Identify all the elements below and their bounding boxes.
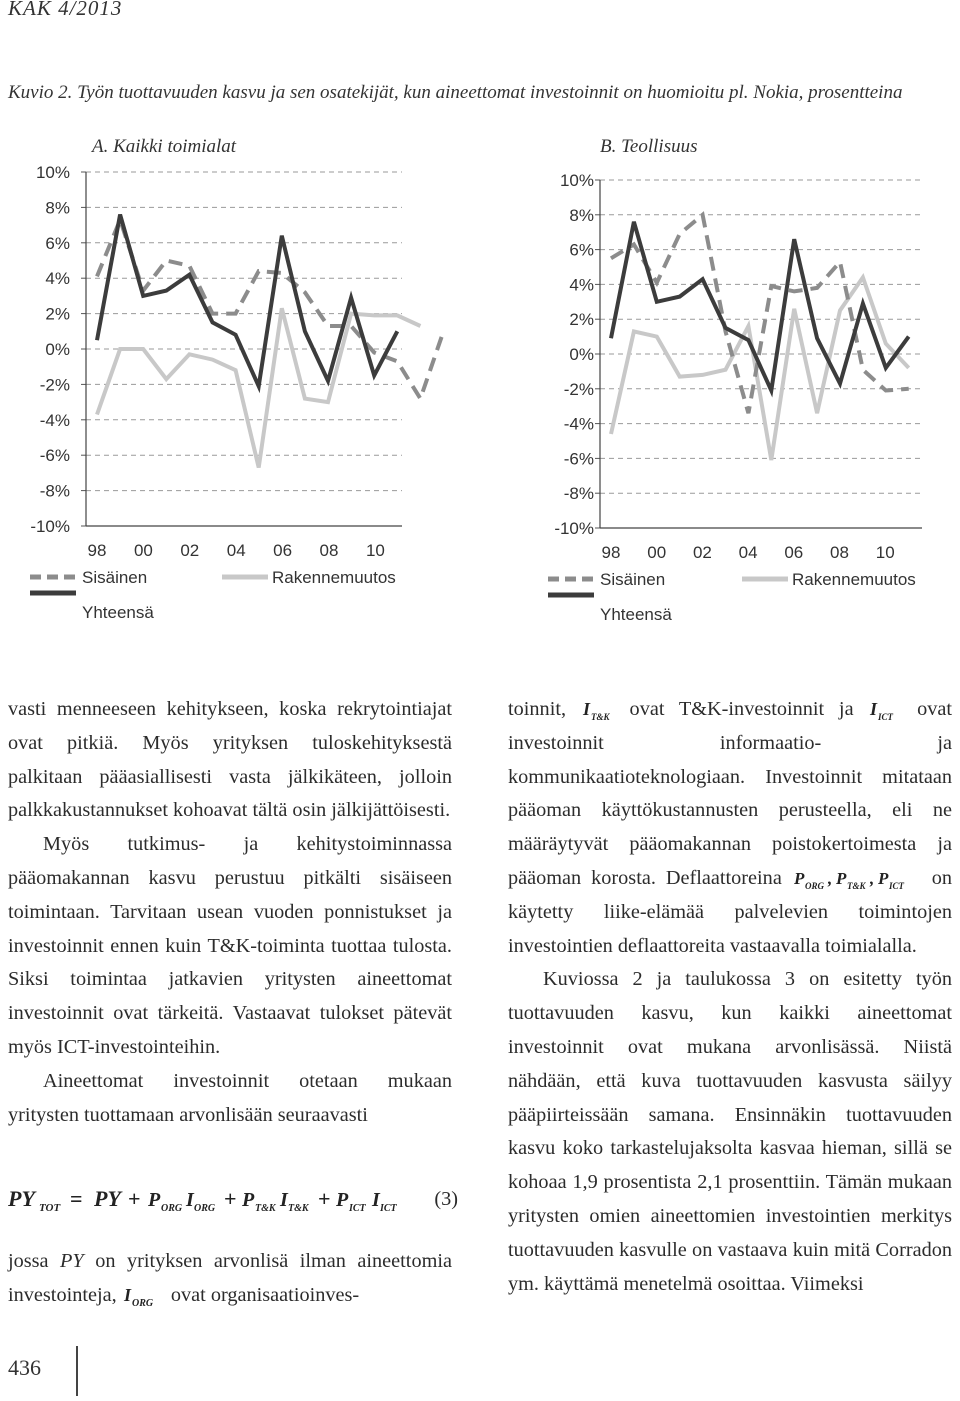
x-tick-label: 10 [875,543,895,562]
legend-label-yhteensa: Yhteensä [82,603,154,622]
y-tick-label: -2% [39,375,70,395]
x-tick-label: 10 [365,541,385,560]
left-column [8,693,452,1132]
svg-text:I: I [372,1189,380,1211]
y-tick-label: 8% [569,205,594,225]
series-line-yhteensa [611,222,909,391]
svg-text:ORG: ORG [804,881,824,892]
x-tick-label: 02 [692,543,712,562]
svg-text:ORG: ORG [131,1298,153,1309]
running-header: KAK 4/2013 [8,0,123,20]
chart-title: A. Kaikki toimialat [92,136,237,157]
svg-text:,: , [827,869,833,889]
left-paragraph-4: jossa PY on yrityksen arvonlisä ilman aineettomia investointeja, I ORG ovat organisaatioinves- [8,1250,452,1309]
svg-text:I: I [123,1285,131,1306]
x-tick-label: 08 [830,543,849,562]
y-tick-label: -6% [39,446,70,466]
svg-text:+: + [318,1186,331,1211]
math-i-tk [581,698,615,722]
x-tick-label: 02 [180,541,200,560]
x-tick-label: 00 [133,541,153,560]
left-paragraph-3: Aineettomat investoinnit otetaan mukaan yritysten tuottamaan arvonlisään seuraavasti [8,1069,452,1126]
chart-title: B. Teollisuus [600,136,698,157]
legend-label-yhteensa: Yhteensä [600,605,672,624]
svg-text:T&K: T&K [846,881,866,892]
figure-caption: Kuvio 2. Työn tuottavuuden kasvu ja sen osatekijät, kun aineettomat investoinnit on huomioitu pl. Nokia, prosentteina [8,82,903,103]
legend-label-rakennemuutos: Rakennemuutos [792,570,916,589]
right-paragraph-2: Kuviossa 2 ja taulukossa 3 on esitetty työn tuottavuuden kasvu, kun kaikki aineettomat investoinnit ovat mukana arvonlisässä. Niistä nähdään, että kuva tuottavuuden kasvusta säilyy pääpiirteissään samana. Ensinnäkin tuottavuuden kasvu koko tarkastelujaksolta kasvaa hieman, sillä se kohoaa 1,9 prosentista 2,1 prosenttiin. Tämän mukaan yritysten omien aineettomien investointien merkitys tuottavuuden kasvulle on vastaava kuin mitä Corradon ym. käyttämä menetelmä osoittaa. Viimeksi [508,968,952,1295]
left-paragraph-2: Myös tutkimus- ja kehitystoiminnassa pääomakannan kasvu perustuu pitkälti sisäiseen toimintaan. Tarvitaan usean vuoden ponnistukset ja investoinnit ennen kuin T&K-toiminta tuottaa tulosta. Siksi toimintaa jatkavien yritysten aineettomat investoinnit ovat tärkeitä. Vastaavat tulokset pätevät myös ICT-investointeihin. [8,833,452,1058]
svg-text:P: P [835,869,847,889]
y-tick-label: 6% [45,233,70,253]
svg-text:=: = [70,1186,83,1211]
y-tick-label: -8% [563,484,594,504]
svg-text:P: P [793,869,805,889]
y-tick-label: -10% [30,517,70,536]
x-tick-label: 98 [87,541,107,560]
x-tick-label: 04 [226,541,246,560]
y-tick-label: -2% [563,379,594,399]
svg-text:+: + [128,1186,141,1211]
left-column-continued [8,1245,452,1313]
svg-text:ORG: ORG [161,1203,183,1214]
y-tick-label: -4% [39,410,70,430]
y-tick-label: 0% [569,345,594,364]
left-paragraph-1: vasti menneeseen kehitykseen, koska rekrytointiajat ovat pitkiä. Myös yrityksen tuloskehityksestä palkitaan pääasiallisesti vasta jälkikäteen, jolloin palkkakustannukset kohoavat tältä osin jälkijättöisesti. [8,698,452,822]
page-number-rule [76,1346,78,1396]
equation-formula [8,1182,408,1216]
right-column [508,693,952,1301]
svg-text:P: P [242,1189,255,1211]
chart-panel-b [500,130,960,630]
svg-text:ICT: ICT [349,1203,366,1214]
svg-text:PY: PY [94,1186,121,1211]
math-i-org [122,1284,166,1308]
y-tick-label: 10% [559,171,594,190]
svg-text:T&K: T&K [255,1203,276,1214]
y-tick-label: 6% [569,240,594,260]
legend-label-sisainen: Sisäinen [600,570,666,589]
x-tick-label: 98 [601,543,621,562]
y-tick-label: 2% [45,304,70,324]
chart-b [500,130,960,630]
svg-text:ICT: ICT [380,1203,397,1214]
svg-text:ICT: ICT [888,881,904,892]
math-i-ict [868,698,902,722]
svg-text:T&K: T&K [288,1203,309,1214]
y-tick-label: -4% [563,414,594,434]
right-paragraph-1: toinnit, I T&K ovat T&K-investoinnit ja I ICT ovat investoinnit informaatio- ja kommunikaatioteknologiaan. Investoinnit mitataan pääoman käyttökustannusten perusteella, eli ne määräytyvät pääomakannan poistokertoimesta ja pääoman korosta. Deflaattoreina P ORG , P T&K , P ICT on käytetty liike-elämää palvelevien toimintojen investointien deflaattoreita vastaavalla toimialalla. [508,698,952,957]
y-tick-label: 10% [35,163,70,182]
x-tick-label: 04 [738,543,758,562]
svg-text:ICT: ICT [878,712,894,723]
x-tick-label: 06 [273,541,293,560]
y-tick-label: -8% [39,481,70,501]
y-tick-label: 0% [45,340,70,359]
svg-text:PY: PY [8,1186,35,1211]
x-tick-label: 08 [319,541,339,560]
x-tick-label: 06 [784,543,804,562]
chart-a [0,130,440,630]
y-tick-label: 2% [569,310,594,330]
chart-panel-a [0,130,440,630]
legend-label-sisainen: Sisäinen [82,568,148,587]
series-line-yhteensa [97,215,397,387]
math-deflators [792,867,922,891]
equation-3 [8,1182,458,1216]
y-tick-label: 4% [569,275,594,295]
svg-text:P: P [148,1189,161,1211]
y-tick-label: -10% [554,519,594,538]
page-number: 436 [8,1355,41,1380]
y-tick-label: -6% [563,449,594,469]
svg-text:I: I [186,1189,194,1211]
svg-text:T&K: T&K [590,712,610,723]
svg-text:I: I [870,699,878,720]
equation-number: (3) [434,1188,458,1210]
svg-text:TOT: TOT [39,1202,61,1214]
svg-text:+: + [224,1186,237,1211]
svg-text:I: I [582,699,590,720]
svg-text:,: , [869,869,875,889]
legend-label-rakennemuutos: Rakennemuutos [272,568,396,587]
y-tick-label: 8% [45,198,70,218]
svg-text:ORG: ORG [194,1203,216,1214]
y-tick-label: 4% [45,269,70,289]
svg-text:P: P [877,869,889,889]
x-tick-label: 00 [647,543,667,562]
svg-text:P: P [336,1189,349,1211]
svg-text:I: I [280,1189,288,1211]
